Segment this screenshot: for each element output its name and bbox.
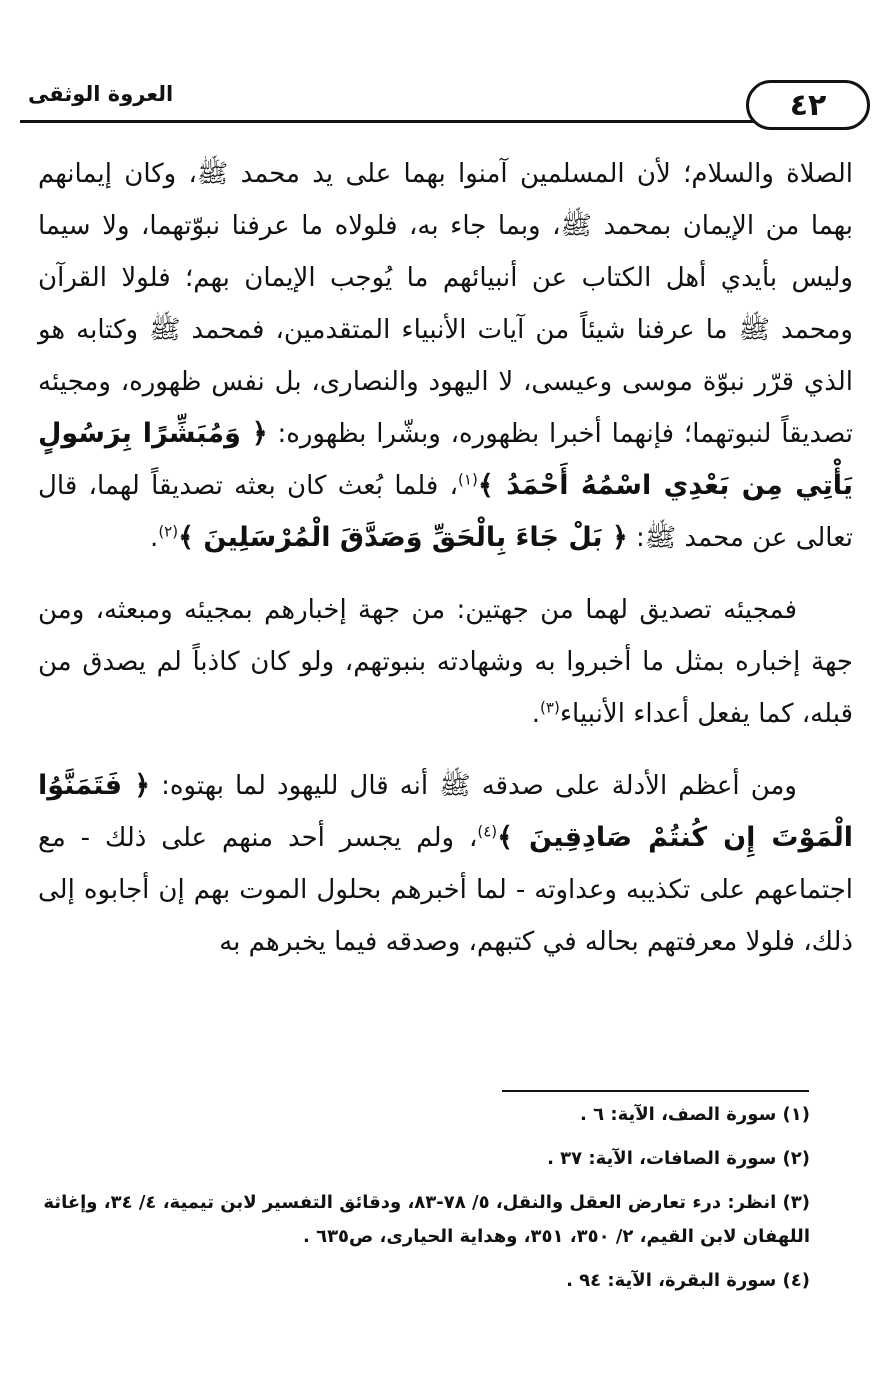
body-text [38,148,853,988]
paragraph-text: . [531,699,541,729]
quran-verse: ﴿ وَمُبَشِّرًا بِرَسُولٍ يَأْتِي مِن بَعْدِي اسْمُهُ أَحْمَدُ ﴾ [38,418,853,501]
paragraph-text: فمجيئه تصديق لهما من جهتين: من جهة إخبارهم بمجيئه ومبعثه، ومن جهة إخباره بمثل ما أخبروا به وشهادته بنبوتهم، ولو كان كاذباً لم يصدق من قبله، كما يفعل أعداء الأنبياء [38,595,853,729]
footnote: (٣) انظر: درء تعارض العقل والنقل، ٥/ ٧٨-٨٣، ودقائق التفسير لابن تيمية، ٤/ ٣٤، وإغاثة اللهفان لابن القيم، ٢/ ٣٥٠، ٣٥١، وهداية الحيارى، ص٦٣٥ . [43,1192,810,1247]
paragraph-text: . [150,523,159,553]
quran-verse: ﴿ بَلْ جَاءَ بِالْحَقِّ وَصَدَّقَ الْمُرْسَلِينَ ﴾ [178,522,628,553]
footnote-marker: (٣) [540,698,560,717]
footnote-rule [502,1090,809,1092]
footnote-marker: (٤) [477,822,498,841]
page-number: ٤٢ [746,80,870,130]
quran-verse: ﴿ فَتَمَنَّوُا الْمَوْتَ إِن كُنتُمْ صَادِقِينَ ﴾ [38,770,853,853]
footnote-marker: (٢) [158,522,179,541]
footnote: (٤) سورة البقرة، الآية: ٩٤ . [566,1270,810,1291]
paragraph [38,760,853,968]
paragraph-text: الصلاة والسلام؛ لأن المسلمين آمنوا بهما على يد محمد ﷺ، وكان إيمانهم بهما من الإيمان بمحمد ﷺ، وبما جاء به، فلولاه ما عرفنا نبوّتهما، ولا سيما وليس بأيدي أهل الكتاب عن أنبيائهم ما يُوجب الإيمان بهم؛ فلولا القرآن ومحمد ﷺ ما عرفنا شيئاً من آيات الأنبياء المتقدمين، فمحمد ﷺ وكتابه هو الذي قرّر نبوّة موسى وعيسى، لا اليهود والنصارى، بل نفس ظهوره، ومجيئه تصديقاً لنبوتهما؛ فإنهما أخبرا بظهوره، وبشّرا بظهوره: [38,159,853,449]
running-title: العروة الوثقى [28,82,174,106]
footnote: (٢) سورة الصافات، الآية: ٣٧ . [547,1148,810,1169]
header-rule [20,120,774,123]
paragraph-text: ومن أعظم الأدلة على صدقه ﷺ أنه قال لليهود لما بهتوه: [150,771,797,801]
footnote-marker: (١) [458,470,478,489]
paragraph-text: ، فلما بُعث كان بعثه تصديقاً لهما، قال تعالى عن محمد ﷺ: [38,471,853,553]
footnote: (١) سورة الصف، الآية: ٦ . [580,1104,810,1125]
paragraph [38,584,853,740]
paragraph [38,148,853,564]
footnotes [40,1098,810,1308]
paragraph-text: ، ولم يجسر أحد منهم على ذلك - مع اجتماعهم على تكذيبه وعداوته - لما أخبرهم بحلول الموت بهم إن أجابوه إلى ذلك، فلولا معرفتهم بحاله في كتبهم، وصدقه فيما يخبرهم به [38,823,853,957]
page-header [20,62,870,136]
